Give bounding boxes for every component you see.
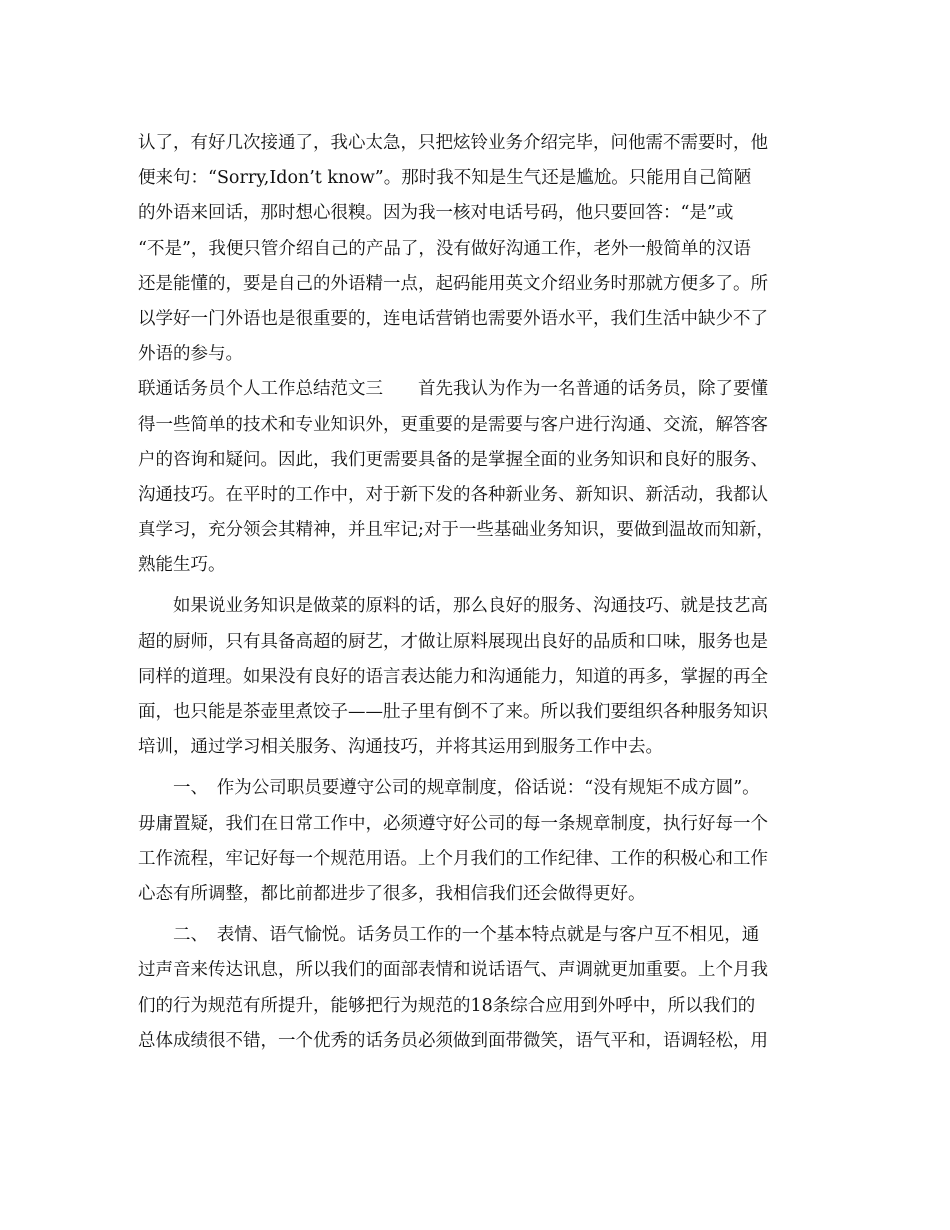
text-line: 外语的参与。 <box>138 344 243 365</box>
text-line: 熟能生巧。 <box>138 555 226 576</box>
paragraph-first-line: 一、 作为公司职员要遵守公司的规章制度，俗话说：“没有规矩不成方圆”。 <box>173 778 760 799</box>
text-line: 工作流程，牢记好每一个规范用语。上个月我们的工作纪律、工作的积极心和工作 <box>138 848 768 869</box>
text-line: 们的行为规范有所提升，能够把行为规范的18条综合应用到外呼中，所以我们的 <box>138 995 756 1016</box>
text-line: 超的厨师，只有具备高超的厨艺，才做让原料展现出良好的品质和口味，服务也是 <box>138 631 768 652</box>
text-line: 的外语来回话，那时想心很糗。因为我一核对电话号码，他只要回答：“是”或 <box>138 203 734 224</box>
text-line: 得一些简单的技术和专业知识外，更重要的是需要与客户进行沟通、交流，解答客 <box>138 414 768 435</box>
text-line: 认了，有好几次接通了，我心太急，只把炫铃业务介绍完毕，问他需不需要时，他 <box>138 133 768 153</box>
text-line: 培训，通过学习相关服务、沟通技巧，并将其运用到服务工作中去。 <box>138 737 663 758</box>
text-line: 同样的道理。如果没有良好的语言表达能力和沟通能力，知道的再多，掌握的再全 <box>138 666 768 687</box>
paragraph-first-line: 如果说业务知识是做菜的原料的话，那么良好的服务、沟通技巧、就是技艺高 <box>173 596 768 617</box>
text-line: 沟通技巧。在平时的工作中，对于新下发的各种新业务、新知识、新活动，我都认 <box>138 484 768 505</box>
text-line: 面，也只能是茶壶里煮饺子——肚子里有倒不了来。所以我们要组织各种服务知识 <box>138 702 768 722</box>
paragraph-first-line: 二、 表情、语气愉悦。话务员工作的一个基本特点就是与客户互不相见，通 <box>173 925 760 946</box>
text-line: 便来句：“Sorry,Idon’t know”。那时我不知是生气还是尴尬。只能用自己简陋 <box>138 168 752 189</box>
document-body <box>138 126 818 1059</box>
text-line: 总体成绩很不错，一个优秀的话务员必须做到面带微笑，语气平和，语调轻松，用 <box>138 1030 768 1051</box>
text-line: 户的咨询和疑问。因此，我们更需要具备的是掌握全面的业务知识和良好的服务、 <box>138 449 768 470</box>
section-heading-line: 联通话务员个人工作总结范文三 首先我认为作为一名普通的话务员，除了要懂 <box>138 379 768 400</box>
text-line: 心态有所调整，都比前都进步了很多，我相信我们还会做得更好。 <box>138 883 646 904</box>
text-line: “不是”，我便只管介绍自己的产品了，没有做好沟通工作，老外一般简单的汉语 <box>138 238 751 259</box>
text-line: 毋庸置疑，我们在日常工作中，必须遵守好公司的每一条规章制度，执行好每一个 <box>138 813 768 834</box>
text-line: 真学习，充分领会其精神，并且牢记;对于一些基础业务知识，要做到温故而知新， <box>138 520 774 541</box>
text-line: 以学好一门外语也是很重要的，连电话营销也需要外语水平，我们生活中缺少不了 <box>138 308 768 329</box>
text-line: 过声音来传达讯息，所以我们的面部表情和说话语气、声调就更加重要。上个月我 <box>138 960 768 981</box>
text-line: 还是能懂的，要是自己的外语精一点，起码能用英文介绍业务时那就方便多了。所 <box>138 273 768 294</box>
